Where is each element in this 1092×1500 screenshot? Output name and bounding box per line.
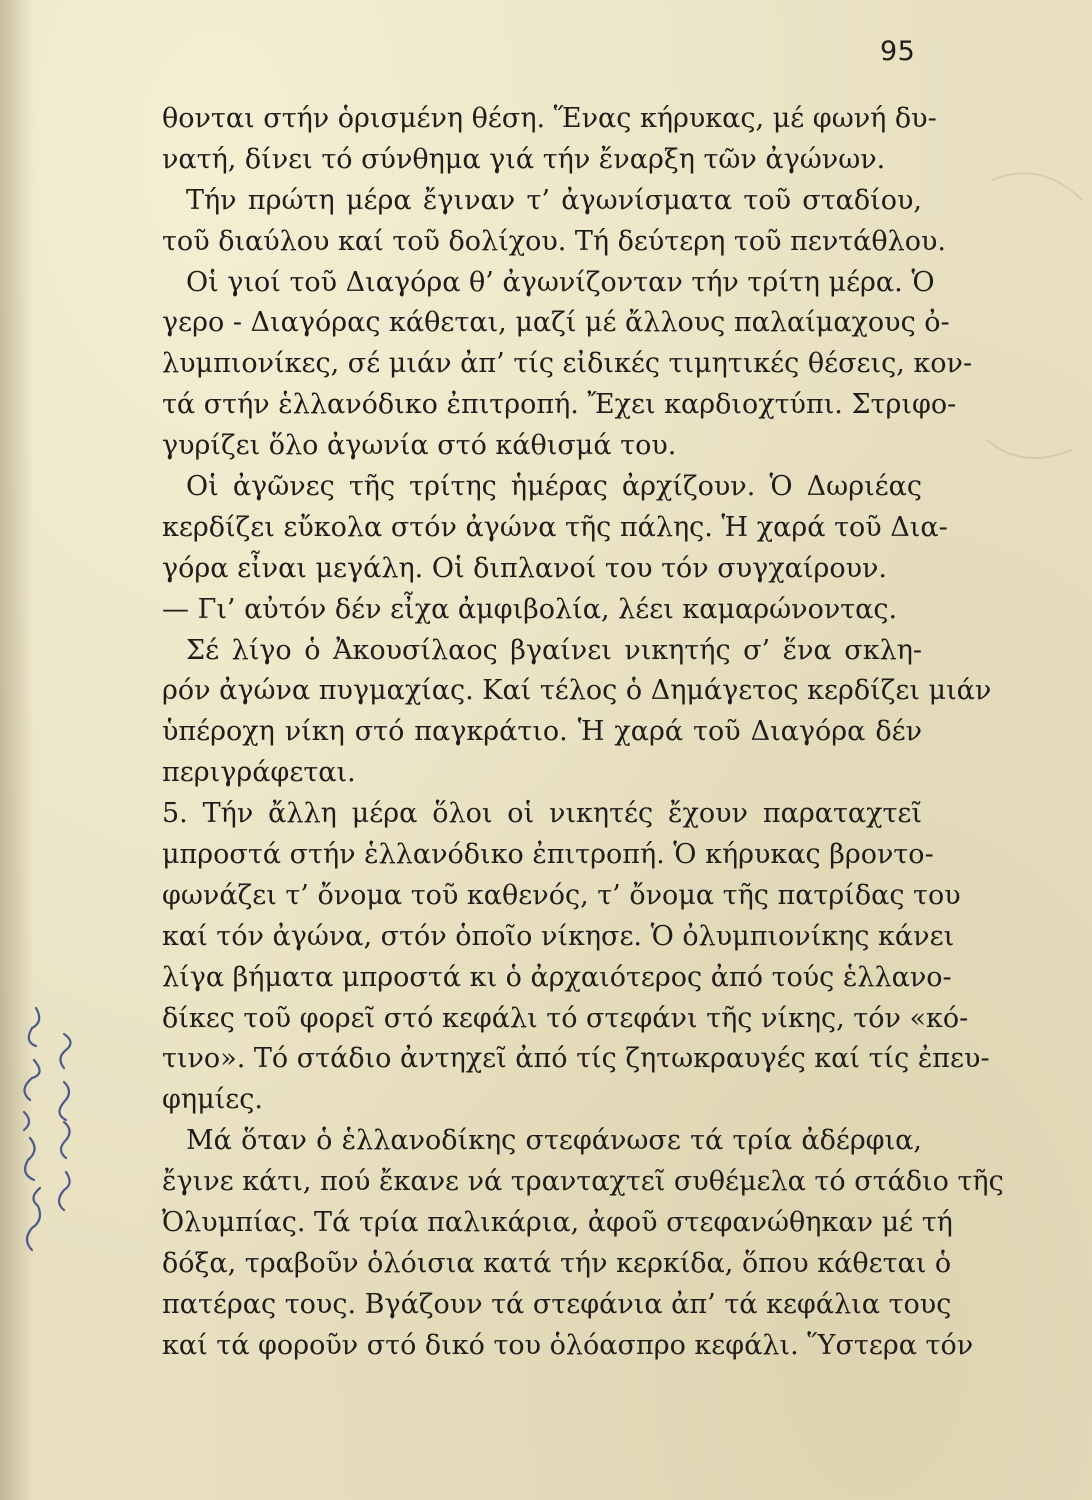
text-line: ὑπέροχη νίκη στό παγκράτιο. Ἡ χαρά τοῦ Διαγόρα δέν bbox=[162, 716, 922, 748]
text-line: τά στήν ἑλλανόδικο ἐπιτροπή. Ἔχει καρδιοχτύπι. Στριφο- bbox=[162, 389, 957, 421]
text-line: ἔγινε κάτι, πού ἔκανε νά τρανταχτεῖ συθέμελα τό στάδιο τῆς bbox=[162, 1166, 1004, 1198]
text-line: καί τόν ἀγώνα, στόν ὁποῖο νίκησε. Ὁ ὀλυμπιονίκης κάνει bbox=[162, 920, 955, 952]
text-line: μπροστά στήν ἑλλανόδικο ἐπιτροπή. Ὁ κήρυκας βροντο- bbox=[162, 839, 934, 871]
handwritten-margin-note bbox=[2, 950, 102, 1270]
text-line: Οἱ γιοί τοῦ Διαγόρα θ’ ἀγωνίζονταν τήν τρίτη μέρα. Ὁ bbox=[186, 266, 935, 298]
body-text bbox=[162, 99, 1004, 1367]
text-line: — Γι’ αὐτόν δέν εἶχα ἀμφιβολία, λέει καμαρώνοντας. bbox=[162, 593, 898, 625]
text-line: νατή, δίνει τό σύνθημα γιά τήν ἔναρξη τῶν ἀγώνων. bbox=[162, 143, 886, 175]
text-line: θονται στήν ὁρισμένη θέση. Ἕνας κήρυκας, μέ φωνή δυ- bbox=[162, 103, 937, 134]
text-line: ρόν ἀγώνα πυγμαχίας. Καί τέλος ὁ Δημάγετος κερδίζει μιάν bbox=[162, 675, 992, 707]
text-line: γερο - Διαγόρας κάθεται, μαζί μέ ἄλλους παλαίμαχους ὀ- bbox=[162, 307, 950, 339]
text-line: Μά ὅταν ὁ ἑλλανοδίκης στεφάνωσε τά τρία ἀδέρφια, bbox=[186, 1125, 922, 1157]
text-line: 5. Τήν ἄλλη μέρα ὅλοι οἱ νικητές ἔχουν παραταχτεῖ bbox=[162, 798, 922, 830]
text-line: Σέ λίγο ὁ Ἀκουσίλαος βγαίνει νικητής σ’ ἕνα σκλη- bbox=[186, 634, 922, 666]
text-line: τοῦ διαύλου καί τοῦ δολίχου. Τή δεύτερη τοῦ πεντάθλου. bbox=[162, 225, 947, 257]
page-number: 95 bbox=[880, 36, 916, 67]
text-line: λίγα βήματα μπροστά κι ὁ ἀρχαιότερος ἀπό τούς ἑλλανο- bbox=[162, 961, 952, 993]
text-line: δόξα, τραβοῦν ὁλόισια κατά τήν κερκίδα, ὅπου κάθεται ὁ bbox=[162, 1247, 952, 1279]
text-line: πατέρας τους. Βγάζουν τά στεφάνια ἀπ’ τά κεφάλια τους bbox=[162, 1288, 952, 1320]
text-line: κερδίζει εὔκολα στόν ἀγώνα τῆς πάλης. Ἡ χαρά τοῦ Δια- bbox=[162, 511, 948, 543]
text-line: γυρίζει ὅλο ἀγωνία στό κάθισμά του. bbox=[162, 430, 677, 462]
binding-shadow bbox=[0, 0, 34, 1500]
text-line: γόρα εἶναι μεγάλη. Οἱ διπλανοί του τόν συγχαίρουν. bbox=[162, 552, 887, 584]
text-line: καί τά φοροῦν στό δικό του ὁλόασπρο κεφάλι. Ὕστερα τόν bbox=[162, 1329, 974, 1361]
text-line: δίκες τοῦ φορεῖ στό κεφάλι τό στεφάνι τῆς νίκης, τόν «κό- bbox=[162, 1002, 969, 1034]
text-line: φημίες. bbox=[162, 1084, 263, 1116]
text-line: Ὀλυμπίας. Τά τρία παλικάρια, ἀφοῦ στεφανώθηκαν μέ τή bbox=[162, 1207, 953, 1239]
text-line: φωνάζει τ’ ὄνομα τοῦ καθενός, τ’ ὄνομα τῆς πατρίδας του bbox=[162, 879, 961, 911]
handwriting-scribble-icon bbox=[2, 950, 102, 1270]
text-line: περιγράφεται. bbox=[162, 757, 356, 789]
text-line: Οἱ ἀγῶνες τῆς τρίτης ἡμέρας ἀρχίζουν. Ὁ Δωριέας bbox=[186, 471, 922, 503]
text-line: λυμπιονίκες, σέ μιάν ἀπ’ τίς εἰδικές τιμητικές θέσεις, κον- bbox=[162, 348, 973, 380]
text-line: Τήν πρώτη μέρα ἔγιναν τ’ ἀγωνίσματα τοῦ σταδίου, bbox=[186, 184, 922, 216]
text-line: τινο». Τό στάδιο ἀντηχεῖ ἀπό τίς ζητωκραυγές καί τίς ἐπευ- bbox=[162, 1043, 990, 1075]
bleed-through-marks bbox=[982, 140, 1092, 740]
